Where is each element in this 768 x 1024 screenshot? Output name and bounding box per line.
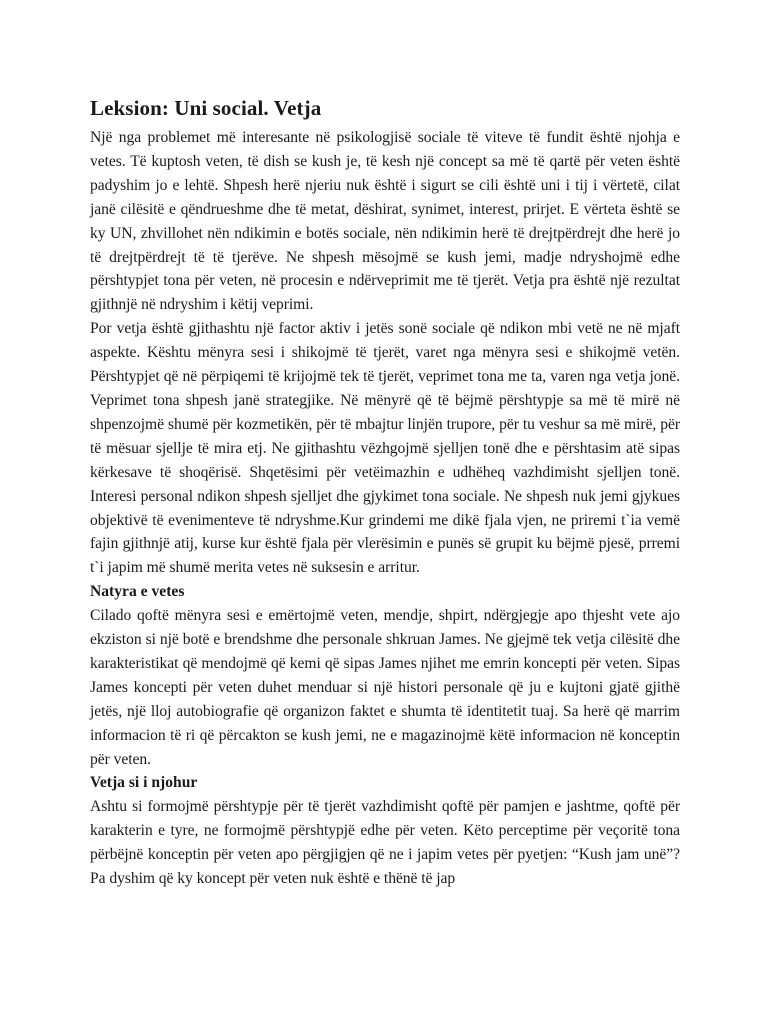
- paragraph-intro: Një nga problemet më interesante në psikologjisë sociale të viteve të fundit është njohja e vetes. Të kuptosh veten, të dish se kush je, të kesh një concept sa më të qartë për veten është padyshim jo e lehtë. Shpesh herë njeriu nuk është i sigurt se cili është uni i tij i vërtetë, cilat janë cilësitë e qëndrueshme dhe të metat, dëshirat, synimet, interest, prirjet. E vërteta është se ky UN, zhvillohet nën ndikimin e botës sociale, nën ndikimin herë të drejtpërdrejt dhe herë jo të drejtpërdrejt të të tjerëve. Ne shpesh mësojmë se kush jemi, madje ndryshojmë edhe përshtypjet tona për veten, në procesin e ndërveprimit me të tjerët. Vetja pra është një rezultat gjithnjë në ndryshim i këtij veprimi.: [90, 129, 680, 314]
- page-title: Leksion: Uni social. Vetja: [90, 96, 322, 120]
- document-page: [90, 92, 680, 891]
- paragraph-self-as-known: Ashtu si formojmë përshtypje për të tjerët vazhdimisht qoftë për pamjen e jashtme, qoftë për karakterin e tyre, ne formojmë përshtypjë edhe për veten. Këto perceptime për veçoritë tona përbëjnë konceptin për veten apo përgjigjen që ne i japim vetes për pyetjen: “Kush jam unë”? Pa dyshim që ky koncept për veten nuk është e thënë të jap: [90, 798, 680, 888]
- section-heading-self-as-known: Vetja si i njohur: [90, 774, 198, 792]
- paragraph-active-self: Por vetja është gjithashtu një factor aktiv i jetës sonë sociale që ndikon mbi vetë ne në mjaft aspekte. Kështu mënyra sesi i shikojmë të tjerët, varet nga mënyra sesi e shikojmë vetën. Përshtypjet që në përpiqemi të krijojmë tek të tjerët, veprimet tona me ta, varen nga vetja jonë. Veprimet tona shpesh janë strategjike. Në mënyrë që të bëjmë përshtypje sa më të mirë në shpenzojmë shumë për kozmetikën, për të mbajtur linjën trupore, për tu veshur sa më mirë, për të mësuar sjellje të mira etj. Ne gjithashtu vëzhgojmë sjelljen tonë dhe e përshtasim atë sipas kërkesave të shoqërisë. Shqetësimi për vetëimazhin e udhëheq vazhdimisht sjelljen tonë. Interesi personal ndikon shpesh sjelljet dhe gjykimet tona sociale. Ne shpesh nuk jemi gjykues objektivë të evenimenteve të ndryshme.Kur grindemi me dikë fjala vjen, ne priremi t`ia vemë fajin gjithnjë atij, kurse kur është fjala për vlerësimin e punës së grupit ku bëjmë pjesë, prremi t`i japim më shumë merita vetes në suksesin e arritur.: [90, 320, 680, 577]
- paragraph-nature-of-self: Cilado qoftë mënyra sesi e emërtojmë veten, mendje, shpirt, ndërgjegje apo thjesht vete ajo ekziston si një botë e brendshme dhe personale shkruan James. Ne gjejmë tek vetja cilësitë dhe karakteristikat që mendojmë që kemi që sipas James njihet me emrin koncepti për veten. Sipas James koncepti për veten duhet menduar si një histori personale që ju e kujtoni gjatë gjithë jetës, një lloj autobiografie që organizon faktet e shumta të identitetit tuaj. Sa herë që marrim informacion të ri që përcakton se kush jemi, ne e magazinojmë këtë informacion në konceptin për veten.: [90, 607, 680, 768]
- section-heading-nature-of-self: Natyra e vetes: [90, 583, 185, 601]
